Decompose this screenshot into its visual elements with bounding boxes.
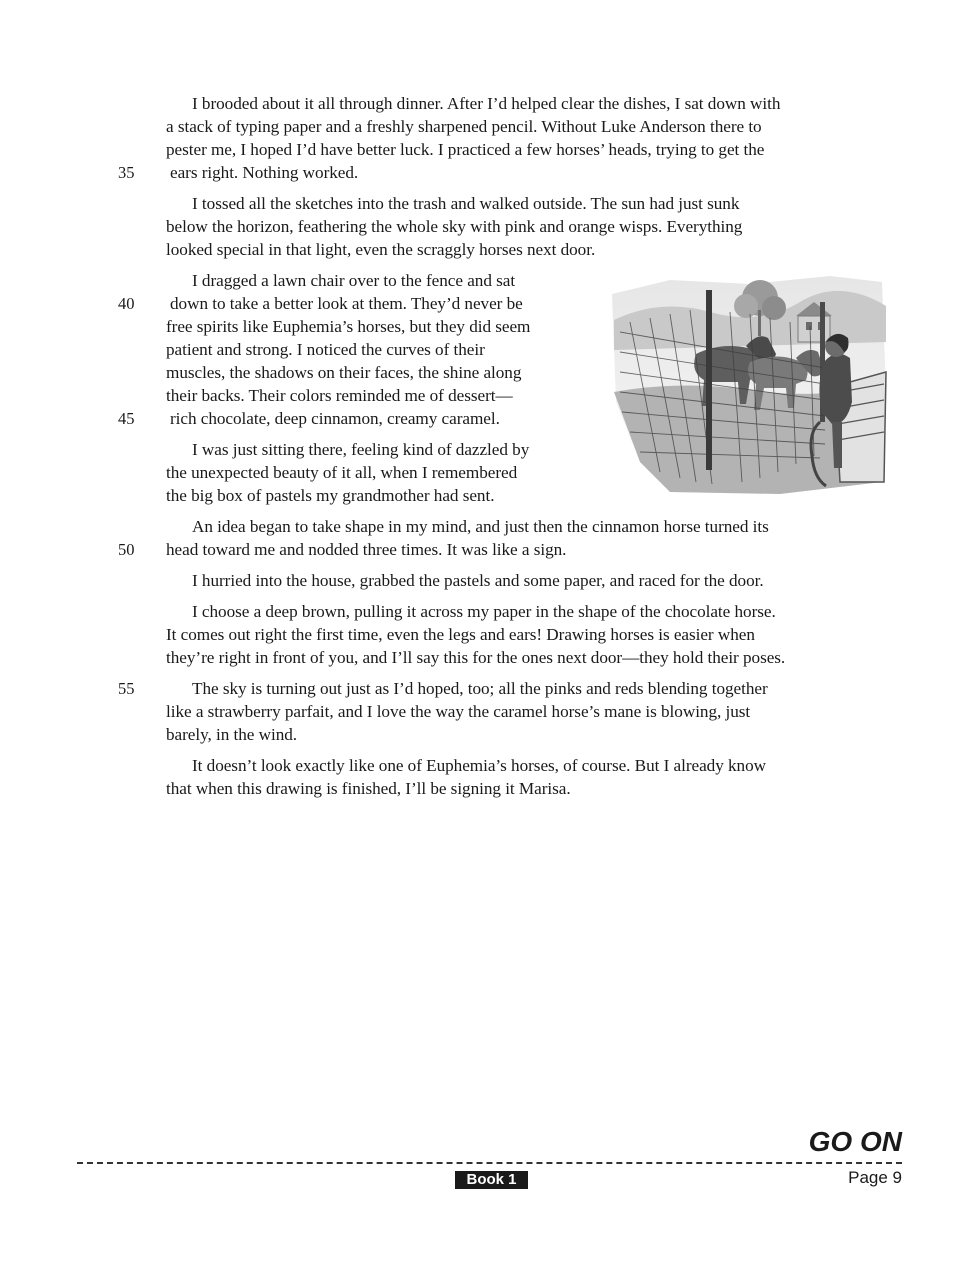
passage-line: they’re right in front of you, and I’ll say this for the ones next door—they hold their poses. — [166, 648, 786, 667]
passage-line: that when this drawing is finished, I’ll be signing it Marisa. — [166, 779, 571, 798]
passage-line: rich chocolate, deep cinnamon, creamy caramel. — [170, 409, 500, 428]
passage-line: their backs. Their colors reminded me of dessert— — [166, 386, 513, 405]
passage-line: down to take a better look at them. They’d never be — [170, 294, 523, 313]
go-on-label: GO ON — [808, 1126, 902, 1157]
passage-line: the unexpected beauty of it all, when I remembered — [166, 463, 518, 482]
passage-line: looked special in that light, even the scraggly horses next door. — [166, 240, 596, 259]
passage-line: pester me, I hoped I’d have better luck. I practiced a few horses’ heads, trying to get the — [166, 140, 765, 159]
passage-line: I dragged a lawn chair over to the fence and sat — [192, 271, 516, 290]
footer-divider — [77, 1162, 902, 1164]
passage-line: It comes out right the first time, even the legs and ears! Drawing horses is easier when — [166, 625, 755, 644]
girl-watching-horses-illustration — [600, 272, 890, 498]
line-number: 35 — [118, 163, 135, 182]
passage-line: free spirits like Euphemia’s horses, but they did seem — [166, 317, 531, 336]
passage-line: ears right. Nothing worked. — [170, 163, 359, 182]
passage-line: barely, in the wind. — [166, 725, 298, 744]
passage-line: below the horizon, feathering the whole sky with pink and orange wisps. Everything — [166, 217, 743, 236]
book-badge: Book 1 — [455, 1171, 528, 1189]
passage-line: a stack of typing paper and a freshly sharpened pencil. Without Luke Anderson there to — [166, 117, 762, 136]
page-number: Page 9 — [848, 1168, 902, 1187]
passage-line: the big box of pastels my grandmother had sent. — [166, 486, 495, 505]
line-number: 40 — [118, 294, 135, 313]
passage-line: I brooded about it all through dinner. After I’d helped clear the dishes, I sat down with — [192, 94, 781, 113]
passage-line: I hurried into the house, grabbed the pastels and some paper, and raced for the door. — [192, 571, 764, 590]
line-number: 55 — [118, 679, 135, 698]
passage-line: head toward me and nodded three times. It was like a sign. — [166, 540, 567, 559]
passage-line: like a strawberry parfait, and I love the way the caramel horse’s mane is blowing, just — [166, 702, 751, 721]
passage-line: patient and strong. I noticed the curves of their — [166, 340, 485, 359]
passage-line: I was just sitting there, feeling kind of dazzled by — [192, 440, 530, 459]
passage-line: I tossed all the sketches into the trash and walked outside. The sun had just sunk — [192, 194, 740, 213]
passage-line: I choose a deep brown, pulling it across my paper in the shape of the chocolate horse. — [192, 602, 776, 621]
passage-line: The sky is turning out just as I’d hoped, too; all the pinks and reds blending together — [192, 679, 768, 698]
passage-line: It doesn’t look exactly like one of Euphemia’s horses, of course. But I already know — [192, 756, 766, 775]
passage-line: muscles, the shadows on their faces, the shine along — [166, 363, 522, 382]
line-number: 45 — [118, 409, 135, 428]
passage-line: An idea began to take shape in my mind, and just then the cinnamon horse turned its — [192, 517, 769, 536]
line-number: 50 — [118, 540, 135, 559]
